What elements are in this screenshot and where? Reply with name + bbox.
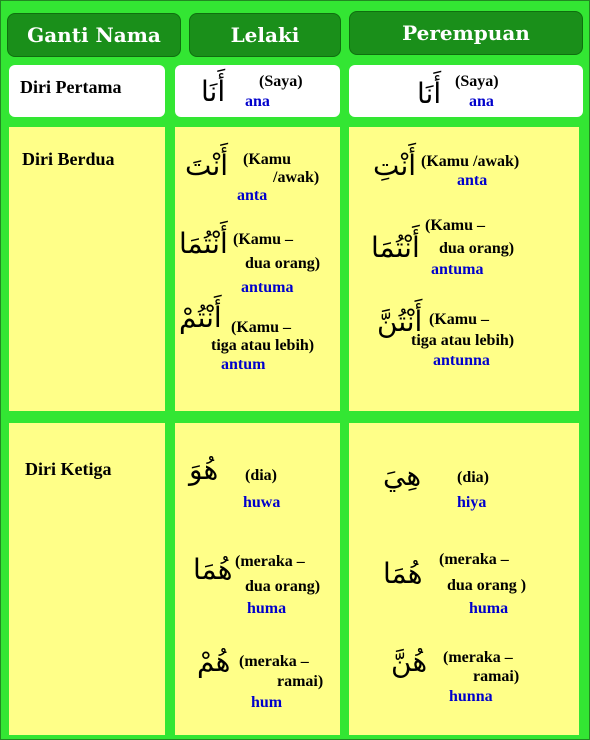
roman-huma-male: huma xyxy=(247,600,287,617)
meaning-ana-female: (Saya) xyxy=(455,73,499,90)
arabic-anti: أَنْتِ xyxy=(373,149,417,182)
meaning-huwa: (dia) xyxy=(245,467,277,484)
arabic-hunna: هُنَّ xyxy=(391,645,428,678)
meaning-antum-2: tiga atau lebih) xyxy=(211,337,315,354)
row-first-label: Diri Pertama xyxy=(20,77,122,97)
arabic-ana-male: أَنَا xyxy=(201,75,226,108)
roman-antuma-male: antuma xyxy=(241,279,294,296)
roman-huwa: huwa xyxy=(243,494,281,511)
row-third-label: Diri Ketiga xyxy=(25,459,112,479)
header-pronoun-text: Ganti Nama xyxy=(27,23,161,47)
meaning-hunna-2: ramai) xyxy=(473,668,520,685)
row-second-label: Diri Berdua xyxy=(22,149,115,169)
meaning-antuma-male-2: dua orang) xyxy=(245,255,321,272)
header-female xyxy=(349,11,583,55)
meaning-hum-1: (meraka – xyxy=(239,653,309,670)
meaning-huma-female-1: (meraka – xyxy=(439,551,509,568)
arabic-antunna: أَنْتُنَّ xyxy=(377,305,423,338)
arabic-hum: هُمْ xyxy=(197,645,231,678)
roman-hum: hum xyxy=(251,694,283,711)
meaning-huma-male-2: dua orang) xyxy=(245,578,321,595)
row-first-label-cell xyxy=(9,65,165,117)
meaning-antum-1: (Kamu – xyxy=(231,319,291,336)
arabic-anta: أَنْتَ xyxy=(185,149,229,182)
row-third-female-cell xyxy=(349,423,579,735)
arabic-antum: أَنْتُمْ xyxy=(179,301,222,334)
meaning-huma-female-2: dua orang ) xyxy=(447,577,527,594)
row-second-male-cell xyxy=(175,127,340,411)
meaning-antunna-1: (Kamu – xyxy=(429,311,489,328)
roman-anti: anta xyxy=(457,172,488,189)
row-second-female-cell xyxy=(349,127,579,411)
meaning-anta-1: (Kamu xyxy=(243,151,291,168)
header-male-text: Lelaki xyxy=(230,23,300,47)
meaning-hunna-1: (meraka – xyxy=(443,649,513,666)
meaning-hum-2: ramai) xyxy=(277,673,324,690)
row-third-label-cell xyxy=(9,423,165,735)
header-male xyxy=(189,13,341,57)
meaning-huma-male-1: (meraka – xyxy=(235,553,305,570)
roman-antuma-female: antuma xyxy=(431,261,484,278)
roman-huma-female: huma xyxy=(469,600,509,617)
roman-antunna: antunna xyxy=(433,352,490,369)
row-second-label-cell xyxy=(9,127,165,411)
arabic-hiya: هِيَ xyxy=(383,459,422,492)
meaning-hiya: (dia) xyxy=(457,469,489,486)
roman-anta: anta xyxy=(237,187,268,204)
header-pronoun xyxy=(7,13,181,57)
roman-hiya: hiya xyxy=(457,494,487,511)
arabic-ana-female: أَنَا xyxy=(417,77,442,110)
meaning-antunna-2: tiga atau lebih) xyxy=(411,332,515,349)
arabic-huma-female: هُمَا xyxy=(383,557,423,590)
meaning-antuma-male-1: (Kamu – xyxy=(233,231,293,248)
row-first-female-cell xyxy=(349,65,583,117)
header-female-text: Perempuan xyxy=(402,21,530,45)
arabic-antuma-male: أَنْتُمَا xyxy=(179,227,228,260)
meaning-ana-male: (Saya) xyxy=(259,73,303,90)
roman-ana-female: ana xyxy=(469,93,494,110)
meaning-anti-1: (Kamu /awak) xyxy=(421,153,520,170)
roman-antum: antum xyxy=(221,356,266,373)
meaning-antuma-female-2: dua orang) xyxy=(439,240,515,257)
row-first-male-cell xyxy=(175,65,340,117)
meaning-anta-2: /awak) xyxy=(273,169,320,186)
roman-ana-male: ana xyxy=(245,93,270,110)
meaning-antuma-female-1: (Kamu – xyxy=(425,217,485,234)
row-third-male-cell xyxy=(175,423,340,735)
arabic-huwa: هُوَ xyxy=(189,453,219,486)
arabic-antuma-female: أَنْتُمَا xyxy=(371,231,420,264)
roman-hunna: hunna xyxy=(449,688,493,705)
arabic-huma-male: هُمَا xyxy=(193,553,233,586)
